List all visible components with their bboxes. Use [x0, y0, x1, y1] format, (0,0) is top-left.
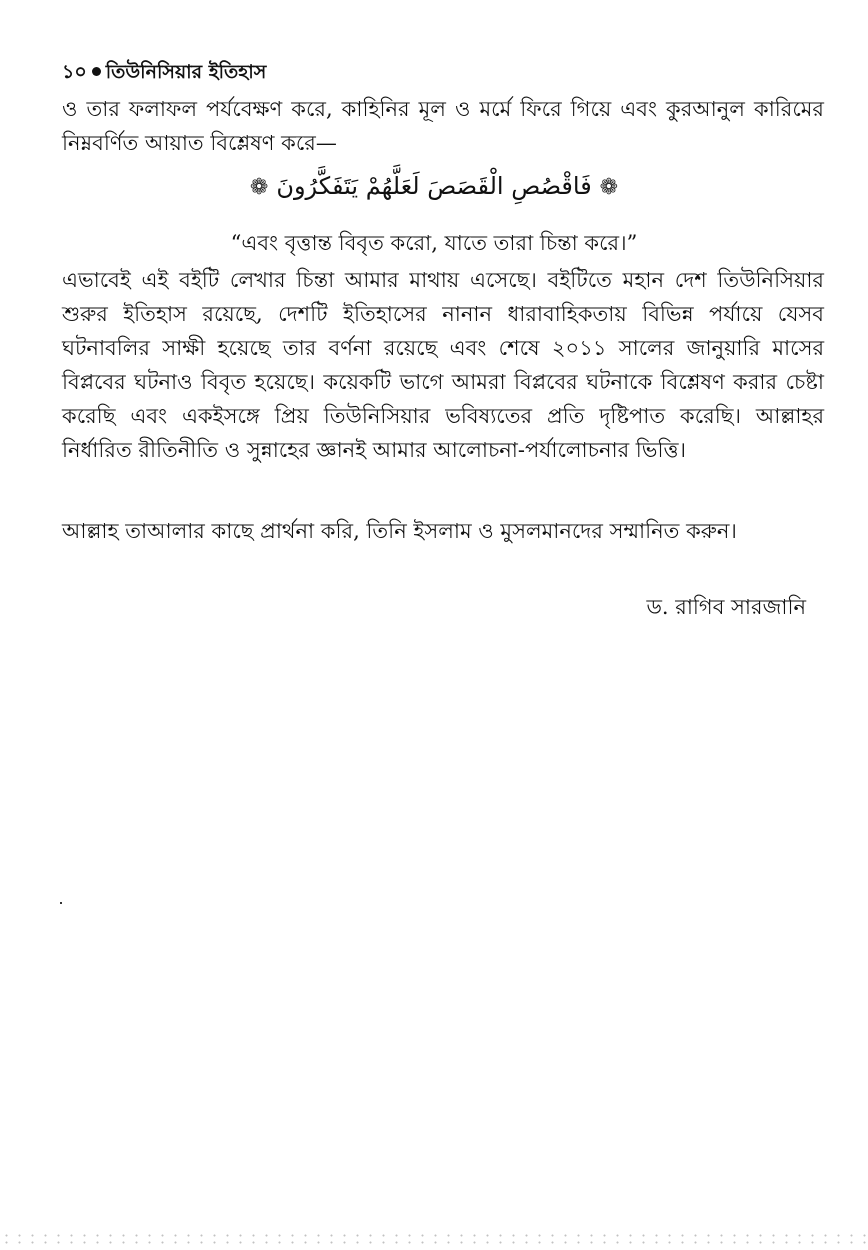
prayer-paragraph: আল্লাহ তাআলার কাছে প্রার্থনা করি, তিনি ইসলাম ও মুসলমানদের সম্মানিত করুন।	[62, 519, 737, 543]
quran-verse	[0, 172, 868, 200]
scan-speck	[60, 902, 62, 904]
running-header	[62, 58, 266, 90]
main-paragraph: এভাবেই এই বইটি লেখার চিন্তা আমার মাথায় এসেছে। বইটিতে মহান দেশ তিউনিসিয়ার শুরুর ইতিহাস রয়েছে, দেশটি ইতিহাসের নানান ধারাবাহিকতায় বিভিন্ন পর্যায়ে যেসব ঘটনাবলির সাক্ষী হয়েছে তার বর্ণনা রয়েছে এবং শেষে ২০১১ সালের জানুয়ারি মাসের বিপ্লবের ঘটনাও বিবৃত হয়েছে। কয়েকটি ভাগে আমরা বিপ্লবের ঘটনাকে বিশ্লেষণ করার চেষ্টা করেছি এবং একইসঙ্গে প্রিয় তিউনিসিয়ার ভবিষ্যতের প্রতি দৃষ্টিপাত করেছি। আল্লাহর নির্ধারিত রীতিনীতি ও সুন্নাহের জ্ঞানই আমার আলোচনা-পর্যালোচনার ভিত্তি।	[62, 268, 824, 462]
book-title: তিউনিসিয়ার ইতিহাস	[105, 61, 267, 83]
author-signature: ড. রাগিব সারজানি	[646, 595, 806, 619]
bullet-icon	[92, 67, 101, 76]
intro-paragraph: ও তার ফলাফল পর্যবেক্ষণ করে, কাহিনির মূল ও মর্মে ফিরে গিয়ে এবং কুরআনুল কারিমের নিম্নবর্ণিত আয়াত বিশ্লেষণ করে—	[62, 97, 824, 155]
ornament-left-icon: ❁	[249, 174, 269, 200]
ornament-right-icon: ❁	[599, 174, 619, 200]
page-number: ১০	[62, 61, 87, 83]
scan-edge-noise	[0, 1232, 868, 1246]
ayah-arabic-text: فَاقْصُصِ الْقَصَصَ لَعَلَّهُمْ يَتَفَكَّرُونَ	[276, 172, 592, 200]
ayah-translation: “এবং বৃত্তান্ত বিবৃত করো, যাতে তারা চিন্তা করে।”	[230, 231, 638, 255]
